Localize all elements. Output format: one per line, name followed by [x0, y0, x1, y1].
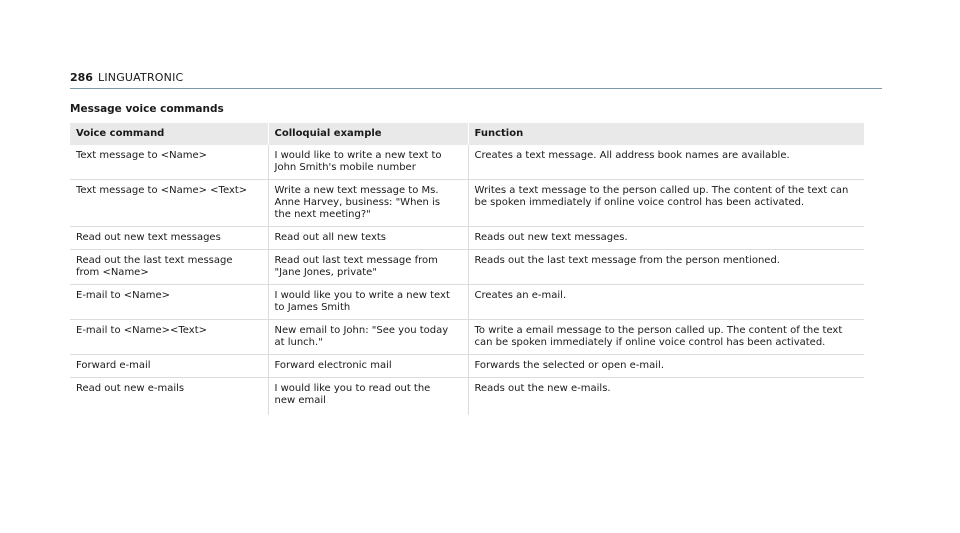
- table-row: [70, 320, 864, 355]
- colloquial-example-cell: I would like to write a new text to John Smith's mobile number: [268, 145, 468, 180]
- table-row: [70, 378, 864, 416]
- voice-command-cell: Forward e-mail: [70, 355, 268, 378]
- voice-command-cell: E-mail to <Name>: [70, 285, 268, 320]
- voice-command-cell: Text message to <Name> <Text>: [70, 180, 268, 227]
- table-row: [70, 145, 864, 180]
- function-cell: Reads out the new e-mails.: [468, 378, 864, 416]
- table-row: [70, 355, 864, 378]
- colloquial-example-cell: Forward electronic mail: [268, 355, 468, 378]
- colloquial-example-cell: I would like you to read out the new email: [268, 378, 468, 416]
- function-cell: Creates an e-mail.: [468, 285, 864, 320]
- section-title: Message voice commands: [70, 103, 224, 115]
- column-header-function: Function: [468, 123, 864, 145]
- colloquial-example-cell: Read out all new texts: [268, 227, 468, 250]
- function-cell: Writes a text message to the person called up. The content of the text can be spoken immediately if online voice control has been activated.: [468, 180, 864, 227]
- table-header-row: [70, 123, 864, 145]
- function-cell: Reads out new text messages.: [468, 227, 864, 250]
- voice-command-cell: Text message to <Name>: [70, 145, 268, 180]
- colloquial-example-cell: New email to John: "See you today at lunch.": [268, 320, 468, 355]
- colloquial-example-cell: Read out last text message from "Jane Jones, private": [268, 250, 468, 285]
- page-number: 286: [70, 71, 93, 84]
- function-cell: Reads out the last text message from the person mentioned.: [468, 250, 864, 285]
- column-header-colloquial-example: Colloquial example: [268, 123, 468, 145]
- chapter-title: LINGUATRONIC: [98, 71, 184, 84]
- voice-commands-table: [70, 123, 864, 415]
- table-row: [70, 227, 864, 250]
- table-row: [70, 250, 864, 285]
- table-row: [70, 180, 864, 227]
- function-cell: Forwards the selected or open e-mail.: [468, 355, 864, 378]
- table-row: [70, 285, 864, 320]
- page-header: [70, 71, 882, 89]
- voice-command-cell: Read out new e-mails: [76, 383, 185, 394]
- voice-command-cell: Read out the last text message from <Name>: [70, 250, 268, 285]
- column-header-voice-command: Voice command: [70, 123, 268, 145]
- colloquial-example-cell: Write a new text message to Ms. Anne Harvey, business: "When is the next meeting?": [268, 180, 468, 227]
- voice-command-cell: Read out new text messages: [70, 227, 268, 250]
- colloquial-example-cell: I would like you to write a new text to James Smith: [268, 285, 468, 320]
- function-cell: Creates a text message. All address book names are available.: [468, 145, 864, 180]
- header-divider: [70, 88, 882, 89]
- voice-command-cell: E-mail to <Name><Text>: [70, 320, 268, 355]
- function-cell: To write a email message to the person called up. The content of the text can be spoken immediately if online voice control has been activated.: [468, 320, 864, 355]
